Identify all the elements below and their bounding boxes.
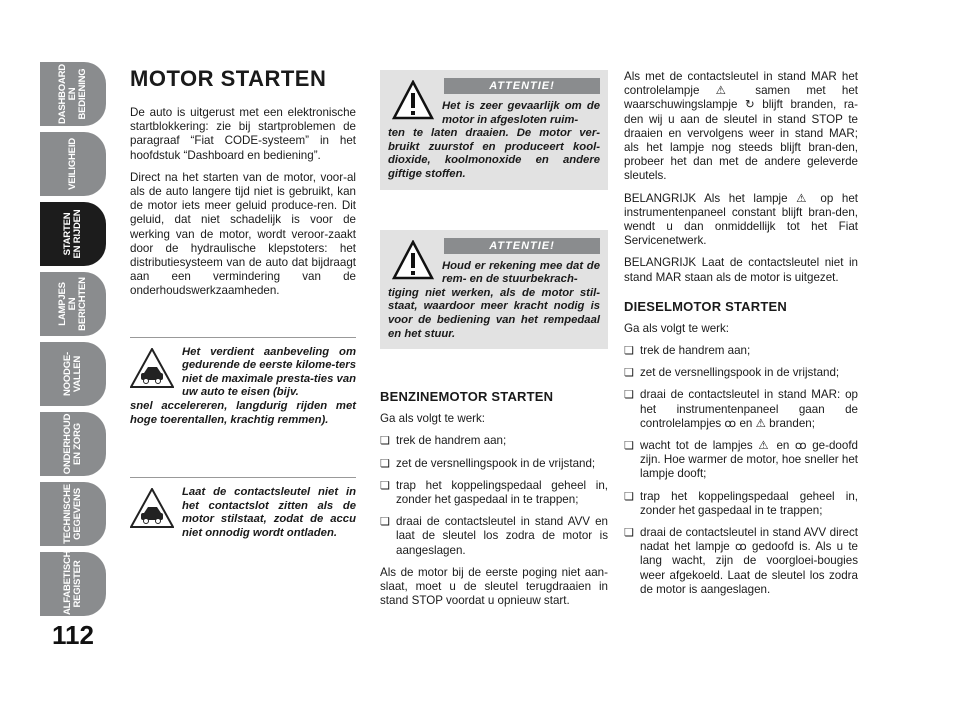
- tab-label: VEILIGHEID: [67, 138, 78, 190]
- list-item: ❏ zet de versnellingspook in de vrijstand;: [624, 366, 858, 380]
- column-2: [380, 70, 608, 616]
- paragraph: Als met de contactsleutel in stand MAR het controlelampje ⚠ samen met het waarschuwingslampje ↻ blijft branden, ra-den wij u aan de sleutel in stand STOP te draaien en vervolgens weer in stand MAR; als het lampje nog steeds blijft bran-den, probeer het dan met de andere geleverde sleutels.: [624, 70, 858, 183]
- list-item: ❏ draai de contactsleutel in stand AVV direct nadat het lampje ꝏ gedoofd is. Als u te lang wacht, zijn de voorgloei-bougies weer afgekoeld. Laat de sleutel los zodra de motor is aangeslagen.: [624, 526, 858, 597]
- tab-label: TECHNISCHE GEGEVENS: [62, 484, 83, 544]
- list-item: ❏ trap het koppelingspedaal geheel in, zonder het gaspedaal in te trappen;: [624, 490, 858, 518]
- paragraph: Direct na het starten van de motor, voor-al als de auto langere tijd niet is gebruikt, kan de motor iets meer geluid produce-ren. Dit geluid, dat niet schadelijk is voor de werking van de motor, wordt veroor-zaakt door de hydraulische klepstoters: het distributiesysteem van de auto dat bijdraagt aan een vermindering van de onderhoudswerkzaamheden.: [130, 170, 356, 298]
- list-item: ❏ trek de handrem aan;: [624, 344, 858, 358]
- section-intro: Ga als volgt te werk:: [624, 321, 730, 335]
- paragraph: BELANGRIJK Laat de contactsleutel niet in stand MAR staan als de motor is uitgezet.: [624, 256, 858, 284]
- tab-starten[interactable]: [40, 202, 106, 266]
- tab-onderhoud[interactable]: [40, 412, 106, 476]
- list-item: ❏ zet de versnellingspook in de vrijstand;: [380, 457, 608, 471]
- warning-text-b: tiging niet werken, als de motor stil-staat, waardoor meer kracht nodig is voor de bediening van het rempedaal en het stuur.: [388, 286, 600, 340]
- section-intro: Ga als volgt te werk:: [380, 412, 486, 426]
- paragraph: BELANGRIJK Als het lampje ⚠ op het instrumentenpaneel constant blijft bran-den, wendt u dan onmiddellijk tot het Fiat Servicenetwerk.: [624, 191, 858, 248]
- page-title: MOTOR STARTEN: [130, 66, 327, 91]
- note-break-in: [130, 337, 356, 428]
- note-battery: [130, 477, 356, 540]
- car-warning-icon: [130, 488, 174, 528]
- step-list: [380, 434, 608, 557]
- tab-dashboard[interactable]: [40, 62, 106, 126]
- warning-box-brakes: [380, 230, 608, 350]
- tab-register[interactable]: [40, 552, 106, 616]
- list-item: ❏ wacht tot de lampjes ⚠ en ꝏ ge-doofd zijn. Hoe warmer de motor, hoe sneller het lampje dooft;: [624, 439, 858, 482]
- tab-label: LAMPJES EN BERICHTEN: [57, 277, 88, 331]
- page-number: 112: [52, 620, 94, 650]
- warning-text-a: Houd er rekening mee dat de rem- en de stuurbekrach-: [442, 259, 600, 286]
- warning-text-b: ten te laten draaien. De motor ver-bruikt zuurstof en produceert kool-dioxide, koolmonoxide en andere giftige stoffen.: [388, 127, 600, 180]
- tab-lampjes[interactable]: [40, 272, 106, 336]
- step-list: [624, 344, 858, 597]
- section-heading: DIESELMOTOR STARTEN: [624, 298, 787, 314]
- warning-triangle-icon: [392, 240, 434, 280]
- car-warning-icon: [130, 348, 174, 388]
- note-text-b: snel accelereren, langdurig rijden met hoge toerentallen, krachtig remmen).: [130, 400, 356, 426]
- tab-label: ALFABETISCH REGISTER: [62, 550, 83, 615]
- tab-label: STARTEN EN RIJDEN: [62, 209, 83, 259]
- section-petrol-start: [380, 389, 608, 608]
- column-3: [624, 70, 858, 605]
- tab-label: DASHBOARD EN BEDIENING: [57, 64, 88, 124]
- note-text-a: Het verdient aanbeveling om gedurende de eerste kilome-ters niet de maximale presta-ties van uw auto te eisen (bijv.: [182, 345, 356, 399]
- warning-box-exhaust: [380, 70, 608, 190]
- paragraph: De auto is uitgerust met een elektronische startblokkering: zie bij startproblemen de paragraaf “Fiat CODE-systeem” in het hoofdstuk “Dashboard en bediening”.: [130, 106, 356, 162]
- list-item: ❏ trek de handrem aan;: [380, 434, 608, 448]
- column-1: [130, 66, 356, 541]
- note-text-a: Laat de contactsleutel niet in het contactslot zitten als de motor stilstaat, zodat de accu niet onnodig wordt ontladen.: [182, 486, 356, 539]
- tab-label: ONDERHOUD EN ZORG: [62, 413, 83, 475]
- tab-label: NOODGE- VALLEN: [62, 352, 83, 396]
- tab-noodgevallen[interactable]: [40, 342, 106, 406]
- warning-banner: ATTENTIE!: [444, 78, 600, 94]
- section-heading: BENZINEMOTOR STARTEN: [380, 389, 554, 405]
- list-item: ❏ trap het koppelingspedaal geheel in, zonder het gaspedaal in te trappen;: [380, 479, 608, 507]
- warning-text-a: Het is zeer gevaarlijk om de motor in afgesloten ruim-: [442, 100, 600, 126]
- warning-banner: ATTENTIE!: [444, 238, 600, 254]
- list-item: ❏ draai de contactsleutel in stand MAR: op het instrumentenpaneel gaan de controlelampjes ꝏ en ⚠ branden;: [624, 388, 858, 431]
- tab-veiligheid[interactable]: [40, 132, 106, 196]
- tab-technische[interactable]: [40, 482, 106, 546]
- warning-triangle-icon: [392, 80, 434, 120]
- list-item: ❏ draai de contactsleutel in stand AVV en laat de sleutel los zodra de motor is aangeslagen.: [380, 515, 608, 558]
- paragraph: Als de motor bij de eerste poging niet aan-slaat, moet u de sleutel terugdraaien in stand STOP voordat u opnieuw start.: [380, 565, 608, 608]
